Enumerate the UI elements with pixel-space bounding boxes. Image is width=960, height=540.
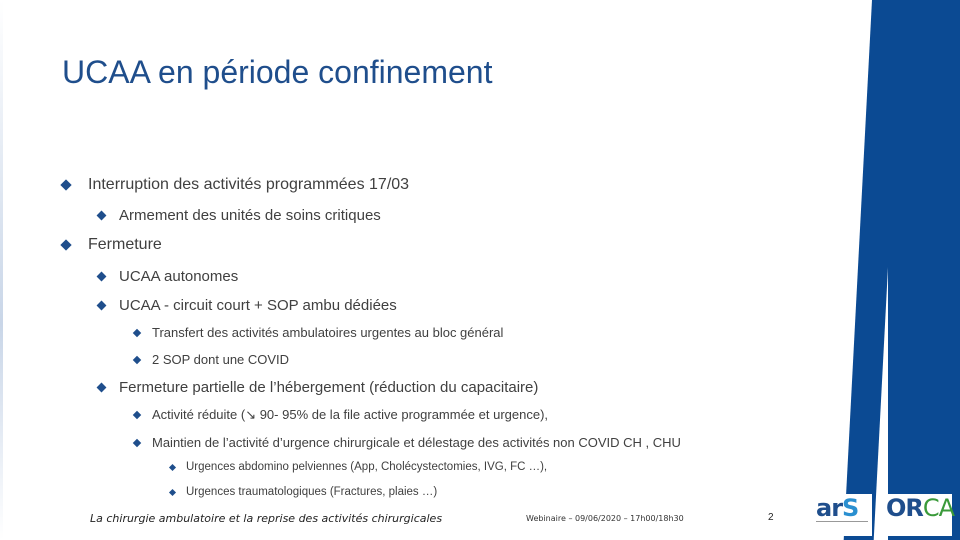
diamond-bullet-icon <box>97 383 107 393</box>
bullet-text: Interruption des activités programmées 17/03 <box>88 176 410 193</box>
footer-event: Webinaire – 09/06/2020 – 17h00/18h30 <box>526 514 684 523</box>
bullet-item <box>98 379 538 396</box>
diamond-bullet-icon <box>97 272 107 282</box>
ars-logo-accent: S <box>842 494 859 522</box>
bullet-item <box>98 297 397 314</box>
bullet-text: Fermeture partielle de l’hébergement (réduction du capacitaire) <box>119 379 539 396</box>
left-edge-decoration <box>0 0 3 540</box>
diamond-bullet-icon <box>60 239 71 250</box>
diamond-bullet-icon <box>60 179 71 190</box>
bullet-item <box>134 407 548 423</box>
bullet-item <box>134 435 681 450</box>
bullet-text: Fermeture <box>88 236 162 253</box>
ars-logo-text <box>816 494 858 522</box>
bullet-item <box>170 461 547 473</box>
bullet-item <box>98 207 381 224</box>
diamond-bullet-icon <box>97 301 107 311</box>
right-band <box>888 0 960 540</box>
bullet-text: Urgences traumatologiques (Fractures, plaies …) <box>186 486 438 498</box>
diamond-bullet-icon <box>97 211 107 221</box>
diamond-bullet-icon <box>133 438 141 446</box>
diamond-bullet-icon <box>133 411 141 419</box>
diamond-bullet-icon <box>169 488 176 495</box>
page-number: 2 <box>768 512 774 523</box>
bullet-item <box>98 268 238 285</box>
ars-logo-main: ar <box>816 494 843 522</box>
orca-logo-text <box>886 494 954 522</box>
diamond-bullet-icon <box>133 328 141 336</box>
bullet-item <box>134 352 289 367</box>
bullet-text: UCAA - circuit court + SOP ambu dédiées <box>119 297 397 314</box>
diamond-bullet-icon <box>169 463 176 470</box>
bullet-text: Urgences abdomino pelviennes (App, Cholécystectomies, IVG, FC …), <box>186 461 548 473</box>
ars-logo-subtitle <box>816 521 868 522</box>
bullet-text: 2 SOP dont une COVID <box>152 352 290 367</box>
bullet-text: Armement des unités de soins critiques <box>119 207 381 224</box>
bullet-text: Maintien de l’activité d’urgence chirurgicale et délestage des activités non COVID CH , CHU <box>152 435 681 450</box>
bullet-text: Transfert des activités ambulatoires urgentes au bloc général <box>152 325 504 340</box>
bullet-text: UCAA autonomes <box>119 268 239 285</box>
orca-logo <box>884 494 955 536</box>
bullet-item <box>62 236 162 254</box>
ars-logo <box>814 494 872 536</box>
diamond-bullet-icon <box>133 355 141 363</box>
orca-logo-accent: CA <box>922 494 955 522</box>
bullet-item <box>170 486 437 498</box>
orca-logo-main: OR <box>886 494 923 522</box>
footer-caption: La chirurgie ambulatoire et la reprise des activités chirurgicales <box>90 512 443 525</box>
bullet-text: Activité réduite (↘ 90- 95% de la file active programmée et urgence), <box>152 407 549 422</box>
bullet-item <box>134 325 503 340</box>
bullet-item <box>62 176 409 194</box>
slide-title: UCAA en période confinement <box>62 54 493 90</box>
